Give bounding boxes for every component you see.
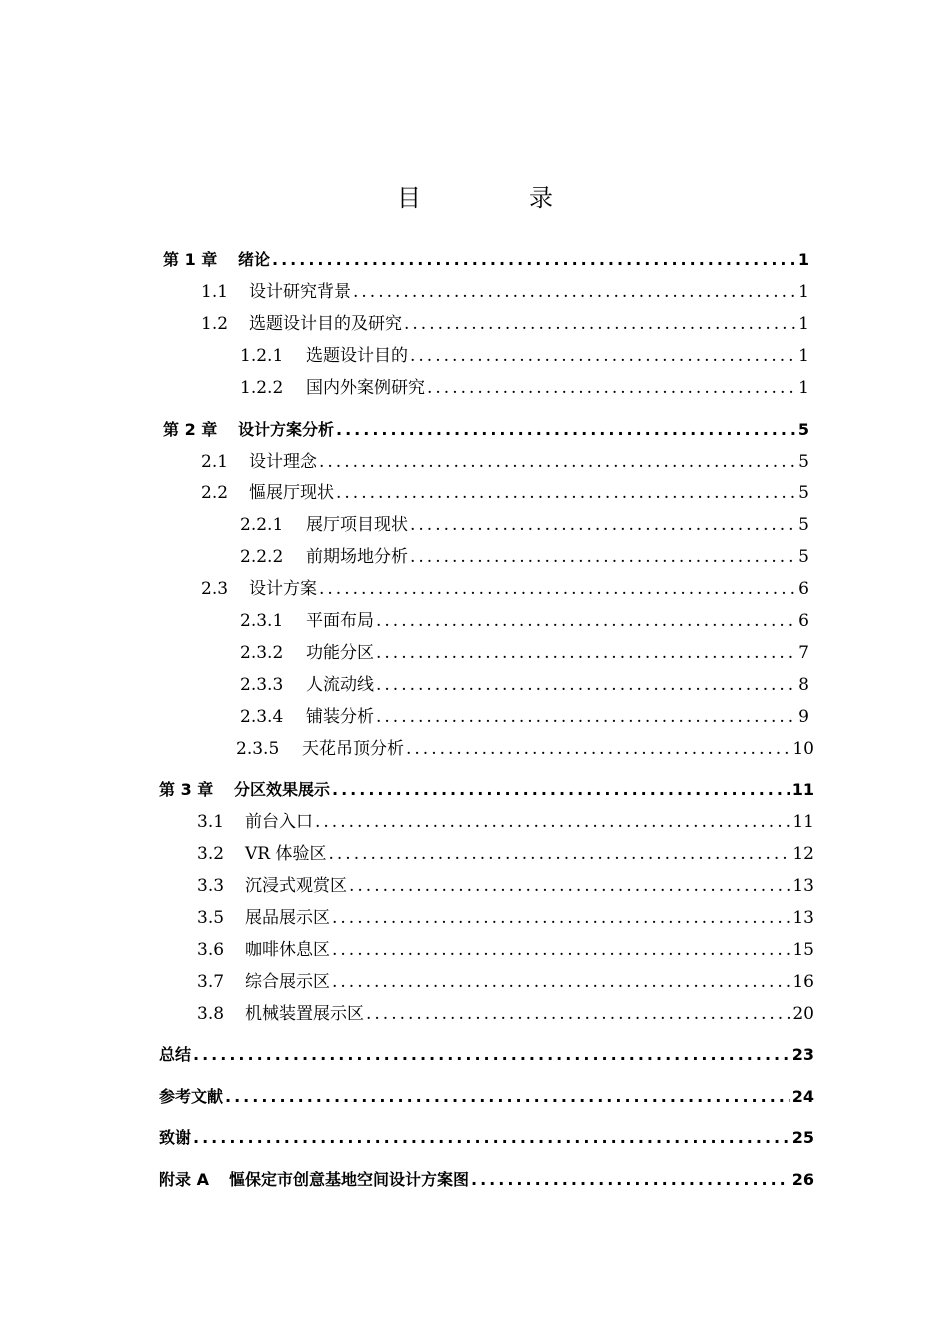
leader-dots <box>319 451 796 473</box>
toc-entry[interactable] <box>201 482 809 504</box>
entry-number: 附录 A <box>159 1170 209 1189</box>
leader-dots <box>272 249 796 271</box>
toc-entry[interactable] <box>240 674 809 696</box>
leader-dots <box>366 1003 790 1025</box>
entry-title: VR 体验区 <box>245 844 327 864</box>
entry-title: 人流动线 <box>306 675 374 695</box>
entry-page: 1 <box>798 314 809 334</box>
entry-title: 展厅项目现状 <box>306 515 408 535</box>
entry-page: 5 <box>798 483 809 503</box>
entry-title: 设计理念 <box>249 452 317 472</box>
entry-number: 第 2 章 <box>163 420 218 439</box>
entry-title: 分区效果展示 <box>234 780 331 799</box>
leader-dots <box>376 610 796 632</box>
toc-entry[interactable] <box>240 514 809 536</box>
leader-dots <box>410 514 796 536</box>
leader-dots <box>376 706 796 728</box>
entry-number: 2.1 <box>201 452 229 472</box>
entry-title: 咖啡休息区 <box>245 940 330 960</box>
entry-page: 15 <box>792 940 814 960</box>
entry-number: 3.1 <box>197 812 225 832</box>
toc-entry[interactable] <box>197 843 814 865</box>
entry-number: 3.7 <box>197 972 225 992</box>
leader-dots <box>315 811 790 833</box>
entry-title: 前期场地分析 <box>306 547 408 567</box>
entry-page: 1 <box>798 282 809 302</box>
entry-title: 前台入口 <box>245 812 313 832</box>
entry-number: 3.5 <box>197 908 225 928</box>
entry-title: 绪论 <box>238 250 271 269</box>
toc-entry[interactable] <box>240 345 809 367</box>
entry-page: 11 <box>792 812 814 832</box>
leader-dots <box>406 738 790 760</box>
entry-page: 8 <box>798 675 809 695</box>
leader-dots <box>349 875 790 897</box>
entry-page: 5 <box>797 420 809 439</box>
toc-entry[interactable] <box>197 811 814 833</box>
entry-number: 1.2.2 <box>240 378 284 398</box>
toc-entry[interactable] <box>240 377 809 399</box>
entry-page: 5 <box>798 452 809 472</box>
entry-number: 1.1 <box>201 282 229 302</box>
entry-page: 12 <box>792 844 814 864</box>
toc-entry[interactable] <box>197 971 814 993</box>
toc-title: 目 录 <box>397 184 595 212</box>
entry-page: 1 <box>797 250 809 269</box>
entry-number: 3.2 <box>197 844 225 864</box>
entry-number: 3.6 <box>197 940 225 960</box>
entry-number: 2.2.2 <box>240 547 284 567</box>
leader-dots <box>332 779 790 801</box>
entry-page: 7 <box>798 643 809 663</box>
entry-number: 1.2.1 <box>240 346 284 366</box>
leader-dots <box>404 313 796 335</box>
leader-dots <box>332 907 790 929</box>
leader-dots <box>225 1086 790 1108</box>
entry-title: 功能分区 <box>306 643 374 663</box>
entry-title: 设计研究背景 <box>249 282 351 302</box>
leader-dots <box>319 578 796 600</box>
entry-page: 25 <box>791 1128 814 1147</box>
toc-entry[interactable] <box>240 610 809 632</box>
leader-dots <box>336 419 796 441</box>
entry-title: 铺装分析 <box>306 707 374 727</box>
entry-title: 综合展示区 <box>245 972 330 992</box>
entry-title: 天花吊顶分析 <box>302 739 404 759</box>
leader-dots <box>332 939 790 961</box>
leader-dots <box>471 1169 790 1191</box>
entry-title: 总结 <box>159 1045 192 1064</box>
leader-dots <box>376 674 796 696</box>
entry-title: 展品展示区 <box>245 908 330 928</box>
entry-number: 第 1 章 <box>163 250 218 269</box>
leader-dots <box>353 281 796 303</box>
leader-dots <box>332 971 790 993</box>
toc-entry[interactable] <box>197 939 814 961</box>
entry-title: 致谢 <box>159 1128 192 1147</box>
entry-title: 参考文献 <box>159 1087 224 1106</box>
entry-number: 2.3.2 <box>240 643 284 663</box>
toc-entry[interactable] <box>201 281 809 303</box>
entry-page: 23 <box>791 1045 814 1064</box>
toc-entry[interactable] <box>159 1086 814 1108</box>
entry-title: 选题设计目的 <box>306 346 408 366</box>
entry-page: 26 <box>791 1170 814 1189</box>
entry-page: 9 <box>798 707 809 727</box>
leader-dots <box>328 843 790 865</box>
toc-entry[interactable] <box>163 419 809 441</box>
entry-page: 10 <box>792 739 814 759</box>
entry-number: 2.3.1 <box>240 611 284 631</box>
entry-number: 2.2.1 <box>240 515 284 535</box>
entry-page: 1 <box>798 346 809 366</box>
entry-title: 平面布局 <box>306 611 374 631</box>
toc-entry[interactable] <box>240 546 809 568</box>
toc-entry[interactable] <box>163 249 809 271</box>
entry-page: 13 <box>792 908 814 928</box>
toc-entry[interactable] <box>201 313 809 335</box>
leader-dots <box>193 1044 790 1066</box>
toc-entry[interactable] <box>236 738 814 760</box>
entry-title: 选题设计目的及研究 <box>249 314 402 334</box>
leader-dots <box>410 546 796 568</box>
entry-number: 3.8 <box>197 1004 225 1024</box>
toc-entry[interactable] <box>159 1169 814 1191</box>
entry-page: 11 <box>791 780 814 799</box>
toc-entry[interactable] <box>159 779 814 801</box>
toc-entry[interactable] <box>240 706 809 728</box>
entry-number: 1.2 <box>201 314 229 334</box>
entry-page: 1 <box>798 378 809 398</box>
leader-dots <box>427 377 796 399</box>
entry-title: 国内外案例研究 <box>306 378 425 398</box>
leader-dots <box>193 1127 790 1149</box>
leader-dots <box>410 345 796 367</box>
entry-number: 2.3.3 <box>240 675 284 695</box>
leader-dots <box>376 642 796 664</box>
toc-entry[interactable] <box>197 875 814 897</box>
entry-page: 5 <box>798 547 809 567</box>
entry-title: 慪保定市创意基地空间设计方案图 <box>229 1170 470 1189</box>
entry-number: 2.2 <box>201 483 229 503</box>
toc-entry[interactable] <box>197 907 814 929</box>
entry-page: 20 <box>792 1004 814 1024</box>
leader-dots <box>336 482 796 504</box>
entry-number: 第 3 章 <box>159 780 214 799</box>
entry-page: 6 <box>798 579 809 599</box>
toc-entry[interactable] <box>159 1044 814 1066</box>
toc-entry[interactable] <box>159 1127 814 1149</box>
entry-number: 3.3 <box>197 876 225 896</box>
entry-page: 5 <box>798 515 809 535</box>
entry-page: 13 <box>792 876 814 896</box>
entry-page: 16 <box>792 972 814 992</box>
entry-number: 2.3 <box>201 579 229 599</box>
toc-entry[interactable] <box>240 642 809 664</box>
entry-title: 慪展厅现状 <box>249 483 334 503</box>
entry-number: 2.3.5 <box>236 739 280 759</box>
toc-entry[interactable] <box>201 578 809 600</box>
toc-entry[interactable] <box>197 1003 814 1025</box>
entry-title: 设计方案分析 <box>238 420 335 439</box>
entry-page: 24 <box>791 1087 814 1106</box>
entry-title: 沉浸式观赏区 <box>245 876 347 896</box>
entry-page: 6 <box>798 611 809 631</box>
entry-title: 机械装置展示区 <box>245 1004 364 1024</box>
entry-number: 2.3.4 <box>240 707 284 727</box>
entry-title: 设计方案 <box>249 579 317 599</box>
toc-entry[interactable] <box>201 451 809 473</box>
